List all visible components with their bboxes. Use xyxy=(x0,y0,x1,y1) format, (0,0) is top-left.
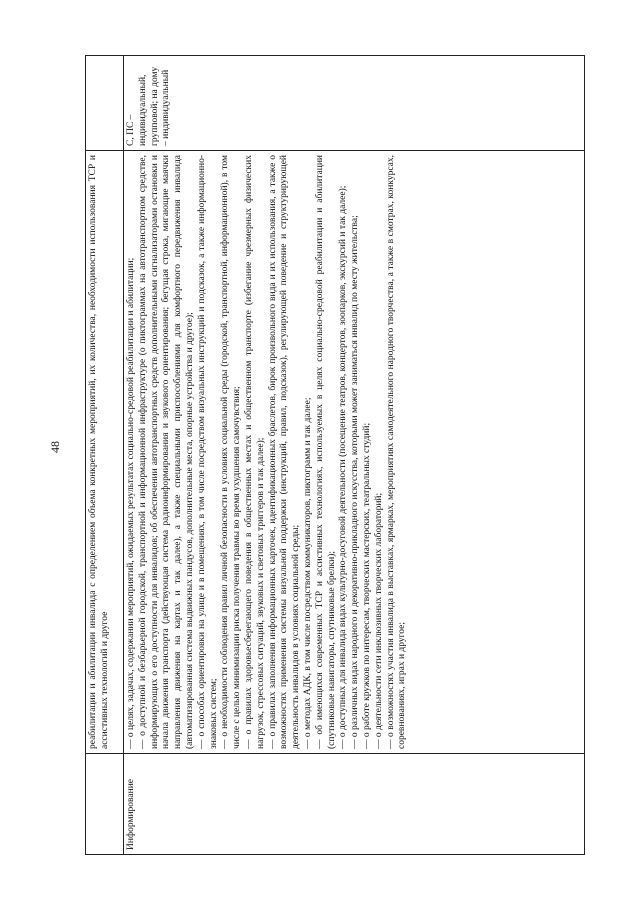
table-header-row xyxy=(86,56,124,855)
list-item: — о деятельности сети инклюзивных творческих лабораторий; xyxy=(373,492,384,749)
list-item: — о доступных для инвалида видах культурно-досуговой деятельности (посещение театров, концертов, зоопарков, экскурсий и так далее); xyxy=(338,185,349,749)
list-item: — о методах АДК, в том числе посредством коммуникаторов, пиктограмм и так далее; xyxy=(302,397,313,749)
list-item: — о необходимости соблюдения правил личной безопасности в условиях социальной среды (городской, транспортной, информационной), в том числе с целью минимизации риска получения травмы во время ухудшения самочувствия; xyxy=(220,155,243,749)
list-item: — о способах ориентировки на улице и в помещениях, в том числе посредством визуальных инструкций и подсказок, а также информационно-знаковых систем; xyxy=(196,155,219,749)
category-cell: Информирование xyxy=(124,754,585,855)
header-continued-text: реабилитации и абилитации инвалида с определением объема конкретных мероприятий, их количества, необходимости использования ТСР и ассистивных технологий и другое xyxy=(86,151,124,754)
document-table-rotated xyxy=(85,55,585,855)
content-cell xyxy=(124,151,585,754)
page-number: 48 xyxy=(48,441,62,453)
list-item: — об имеющихся современных ТСР и ассистивных технологиях, используемых в целях социально-средовой реабилитации и абилитации (спутниковые навигаторы, спутниковые брелки); xyxy=(314,155,337,749)
list-item: — о правилах заполнения информационных карточек, идентификационных браслетов, бирок произвольного вида и их использования, а также о возможностях применения системы визуальной поддержки (инструкций, правил, подсказок), регулирующей поведение и структурирующей деятельность инвалидов в условиях социальной среды; xyxy=(267,155,302,749)
header-cell-empty-right xyxy=(86,56,124,151)
header-cell-empty xyxy=(86,754,124,855)
list-item: — о целях, задачах, содержании мероприятий, ожидаемых результатах социально-средовой реабилитации и абилитации; xyxy=(126,257,136,749)
list-item: — о правилах здоровьесберегающего поведения в общественных местах и общественном транспорте (избегание чрезмерных физических нагрузок, стрессовых ситуаций, звуковых и световых триггеров и так далее); xyxy=(243,155,266,749)
list-item: — о различных видах народного и декоративно-прикладного искусства, которыми может заниматься инвалид по месту жительства; xyxy=(350,215,361,749)
table-row-informing xyxy=(124,56,585,855)
list-item: — о возможностях участия инвалида в выставках, ярмарках, мероприятиях самодеятельного народного творчества, а также в смотрах, конкурсах, соревнованиях, играх и другое; xyxy=(385,155,408,749)
list-item: — о доступной и безбарьерной городской, транспортной и информационной инфраструктуре (о пиктограммах на автотранспортном средстве, информирующих о его доступности для инвалидов; об обеспечении автотранспортных средств дополнительными сигнализаторами остановки и начала движения транспорта (действующая система радиоинформирования и звукового ориентирования; бегущая строка, мигающие маячки направления движения на картах и так далее), а также специальными приспособлениями для комфортного передвижения инвалида (автоматизированная система выдвижных пандусов, дополнительные места, опорные устройства и другое); xyxy=(137,155,195,749)
forms-cell: С, ПС – индивидуальный, групповой; на дому – индивидуальный xyxy=(124,56,585,151)
measures-table xyxy=(85,55,585,855)
list-item: — о работе кружков по интересам, творческих мастерских, театральных студий; xyxy=(361,422,372,749)
